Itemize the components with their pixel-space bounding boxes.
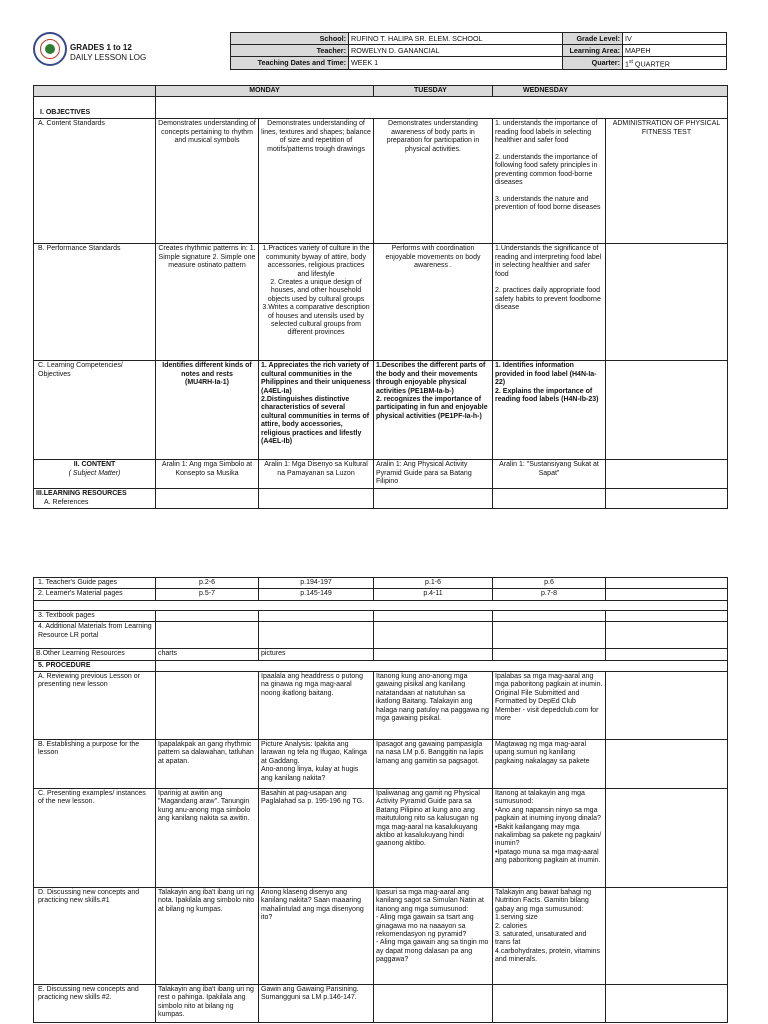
other-tuesday: pictures xyxy=(259,649,374,660)
teacher-value: ROWELYN D. GANANCIAL xyxy=(349,45,563,57)
proc-e-thursday xyxy=(493,985,606,1023)
school-value: RUFINO T. HALIPA SR. ELEM. SCHOOL xyxy=(349,33,563,45)
tg-friday xyxy=(606,578,728,589)
competencies-wednesday: 1.Describes the different parts of the body and their movements through enjoyable physical activities (PE1BM-Ia-b-) 2. recognizes the importance of participating in fun and enjoyable physical activities (PE1PF-Ia-h-) xyxy=(374,361,493,460)
competencies-friday xyxy=(606,361,728,460)
log-title: GRADES 1 to 12 xyxy=(70,43,132,52)
performance-tuesday: 1.Practices variety of culture in the community byway of attire, body accessories, religious practices and lifestyle 2. Creates a unique design of houses, and other household objects used by cultural groups 3.Writes a comparative description of houses and utensils used by selected cultural groups from different provinces xyxy=(259,244,374,361)
lm-monday: p.5-7 xyxy=(156,589,259,600)
procedure-table xyxy=(33,577,728,1023)
proc-b-label: B. Establishing a purpose for the lesson xyxy=(34,740,156,789)
dates-value: WEEK 1 xyxy=(349,57,563,70)
day-monday: MONDAY xyxy=(156,86,374,97)
proc-e-label: E. Discussing new concepts and practicing new skills #2. xyxy=(34,985,156,1023)
lm-wednesday: p.4-11 xyxy=(374,589,493,600)
grade-value: IV xyxy=(623,33,727,45)
proc-b-monday: Ipapalakpak an gang rhythmic pattern sa dalawahan, tatluhan at apatan. xyxy=(156,740,259,789)
proc-d-monday: Talakayin ang iba't ibang uri ng nota. Ipakilala ang simbolo nito at bilang ng kumpas. xyxy=(156,888,259,985)
area-value: MAPEH xyxy=(623,45,727,57)
other-friday xyxy=(606,649,728,660)
objectives-heading: I. OBJECTIVES xyxy=(34,97,156,119)
procedure-label: 5. PROCEDURE xyxy=(34,660,156,671)
tg-monday: p.2-6 xyxy=(156,578,259,589)
tg-tuesday: p.194-197 xyxy=(259,578,374,589)
other-monday: charts xyxy=(156,649,259,660)
proc-c-label: C. Presenting examples/ instances of the new lesson. xyxy=(34,789,156,888)
proc-b-thursday: Magtawag ng mga mag-aaral upang sumuri ng kanilang pagkaing nakalagay sa pakete xyxy=(493,740,606,789)
day-wednesday: WEDNESDAY xyxy=(493,86,728,97)
proc-c-tuesday: Basahin at pag-usapan ang Paglalahad sa p. 195-196 ng TG. xyxy=(259,789,374,888)
tg-wednesday: p.1-6 xyxy=(374,578,493,589)
proc-d-wednesday: Ipasuri sa mga mag-aaral ang kanilang sagot sa Simulan Natin at itanong ang mga sumusunod: - Aling mga gawain sa tsart ang ginagawa mo na naaayon sa rekomendasyon ng pyramid? - Aling mga gawain ang sa tingin mo ay dapat mong dalasan pa ang paggawa? xyxy=(374,888,493,985)
content-row-monday: Aralin 1: Ang mga Simbolo at Konsepto sa Musika xyxy=(156,460,259,489)
tg-thursday: p.6 xyxy=(493,578,606,589)
lm-thursday: p.7-8 xyxy=(493,589,606,600)
quarter-label: Quarter: xyxy=(563,57,623,70)
proc-c-friday xyxy=(606,789,728,888)
proc-c-monday: Iparinig at awitin ang "Magandang araw". Tanungin kung anu-anong mga simbolo ang kanilang nakita sa awitin. xyxy=(156,789,259,888)
proc-a-wednesday: Itanong kung ano-anong mga gawaing pisikal ang kanilang natatandaan at natutuhan sa ikatlong Baitang. Talakayin ang halaga nang patuloy na paggawa ng mga gawaing pisikal. xyxy=(374,672,493,740)
day-tuesday: TUESDAY xyxy=(374,86,493,97)
proc-d-label: D. Discussing new concepts and practicing new skills.#1 xyxy=(34,888,156,985)
content-standards-label: A. Content Standards xyxy=(34,119,156,244)
competencies-monday: Identifies different kinds of notes and rests (MU4RH-Ia-1) xyxy=(156,361,259,460)
other-resources-label: B.Other Learning Resources xyxy=(34,649,156,660)
content-row-label: II. CONTENT ( Subject Matter) xyxy=(34,460,156,489)
other-thursday xyxy=(493,649,606,660)
objectives-table xyxy=(33,85,728,509)
content-monday: Demonstrates understanding of concepts pertaining to rhythm and musical symbols xyxy=(156,119,259,244)
header-table xyxy=(230,32,727,70)
performance-thursday: 1.Understands the significance of reading and interpreting food label in selecting healthier and safer food 2. practices daily appropriate food safety habits to prevent foodborne disease xyxy=(493,244,606,361)
proc-a-monday xyxy=(156,672,259,740)
content-row-friday xyxy=(606,460,728,489)
deped-seal xyxy=(33,32,67,66)
teacher-label: Teacher: xyxy=(231,45,349,57)
textbook-label: 3. Textbook pages xyxy=(34,610,156,621)
lm-label: 2. Learner's Material pages xyxy=(34,589,156,600)
proc-a-tuesday: Ipaalala ang headdress o putong na ginawa ng mga mag-aaral noong ikatlong baitang. xyxy=(259,672,374,740)
content-thursday: 1. understands the importance of reading food labels in selecting healthier and safer food 2. understands the importance of following food safety principles in preventing common food-borne diseases 3. understands the nature and prevention of food borne diseases xyxy=(493,119,606,244)
grade-label: Grade Level: xyxy=(563,33,623,45)
resources-label: III.LEARNING RESOURCES A. References xyxy=(34,489,156,509)
proc-e-monday: Talakayin ang iba't ibang uri ng rest o pahinga. Ipakilala ang simbolo nito at bilang ng kumpas. xyxy=(156,985,259,1023)
proc-a-thursday: Ipalabas sa mga mag-aaral ang mga paboritong pagkain at inumin. Original File Submitted and Formatted by DepEd Club Member - visit depedclub.com for more xyxy=(493,672,606,740)
other-wednesday xyxy=(374,649,493,660)
area-label: Learning Area: xyxy=(563,45,623,57)
lm-friday xyxy=(606,589,728,600)
proc-c-wednesday: Ipaliwanag ang gamit ng Physical Activity Pyramid Guide para sa Batang Pilipino at kung ano ang maitutulong nito sa kalusugan ng mga mag-aaral na kasalukuyang aktibo at kasalukuyang hindi gaanong aktibo. xyxy=(374,789,493,888)
dates-label: Teaching Dates and Time: xyxy=(231,57,349,70)
content-friday: ADMINISTRATION OF PHYSICAL FITNESS TEST xyxy=(606,119,728,244)
competencies-label: C. Learning Competencies/ Objectives xyxy=(34,361,156,460)
proc-b-tuesday: Picture Analysis: Ipakita ang larawan ng tela ng Ifugao, Kalinga at Gaddang. Ano-anong linya, kulay at hugis ang kanilang nakita? xyxy=(259,740,374,789)
proc-a-label: A. Reviewing previous Lesson or presenting new lesson xyxy=(34,672,156,740)
log-subtitle: DAILY LESSON LOG xyxy=(70,53,147,62)
performance-standards-label: B. Performance Standards xyxy=(34,244,156,361)
proc-b-friday xyxy=(606,740,728,789)
proc-e-wednesday xyxy=(374,985,493,1023)
proc-c-thursday: Itanong at talakayin ang mga sumusunod: •Ano ang napansin ninyo sa mga pagkain at inuming inyong dinala? •Bakit kailangang may mga nakalimbag sa pakete ng pagkain/ inumin? •Ipatago muna sa mga mag-aaral ang paboritong pagkain at inumin. xyxy=(493,789,606,888)
proc-e-tuesday: Gawin ang Gawaing Pansining. Sumangguni sa LM p.146-147. xyxy=(259,985,374,1023)
content-tuesday: Demonstrates understanding of lines, textures and shapes; balance of size and repetition of motifs/patterns trough drawings xyxy=(259,119,374,244)
performance-friday xyxy=(606,244,728,361)
competencies-thursday: 1. Identifies information provided in food label (H4N-Ia-22) 2. Explains the importance of reading food labels (H4N-Ib-23) xyxy=(493,361,606,460)
content-row-tuesday: Aralin 1: Mga Disenyo sa Kultural na Pamayanan sa Luzon xyxy=(259,460,374,489)
lm-tuesday: p.145-149 xyxy=(259,589,374,600)
content-wednesday: Demonstrates understanding awareness of body parts in preparation for participation in physical activities. xyxy=(374,119,493,244)
performance-monday: Creates rhythmic patterns in: 1. Simple signature 2. Simple one measure ostinato pattern xyxy=(156,244,259,361)
school-label: School: xyxy=(231,33,349,45)
additional-materials-label: 4. Additional Materials from Learning Resource LR portal xyxy=(34,622,156,649)
quarter-value: 1st QUARTER xyxy=(623,57,727,70)
content-row-wednesday: Aralin 1: Ang Physical Activity Pyramid Guide para sa Batang Filipino xyxy=(374,460,493,489)
proc-a-friday xyxy=(606,672,728,740)
content-row-thursday: Aralin 1: "Sustansiyang Sukat at Sapat" xyxy=(493,460,606,489)
proc-b-wednesday: Ipasagot ang gawaing pampasigla na nasa LM p.6. Banggitin na lapis lamang ang gamitin sa pagsagot. xyxy=(374,740,493,789)
proc-d-thursday: Talakayin ang bawat bahagi ng Nutrition Facts. Gamitin bilang gabay ang mga sumusunod: 1.serving size 2. calories 3. saturated, unsaturated and trans fat 4.carbohydrates, protein, vitamins and minerals. xyxy=(493,888,606,985)
proc-d-friday xyxy=(606,888,728,985)
tg-label: 1. Teacher's Guide pages xyxy=(34,578,156,589)
performance-wednesday: Performs with coordination enjoyable movements on body awareness . xyxy=(374,244,493,361)
proc-e-friday xyxy=(606,985,728,1023)
competencies-tuesday: 1. Appreciates the rich variety of cultural communities in the Philippines and their uniqueness (A4EL-Ia) 2.Distinguishes distinctive characteristics of several cultural communities in terms of attire, body accessories, religious practices and lifestly (A4EL-Ib) xyxy=(259,361,374,460)
proc-d-tuesday: Anong klaseng disenyo ang kanilang nakita? Saan maaaring mahalintulad ang mga disenyong ito? xyxy=(259,888,374,985)
